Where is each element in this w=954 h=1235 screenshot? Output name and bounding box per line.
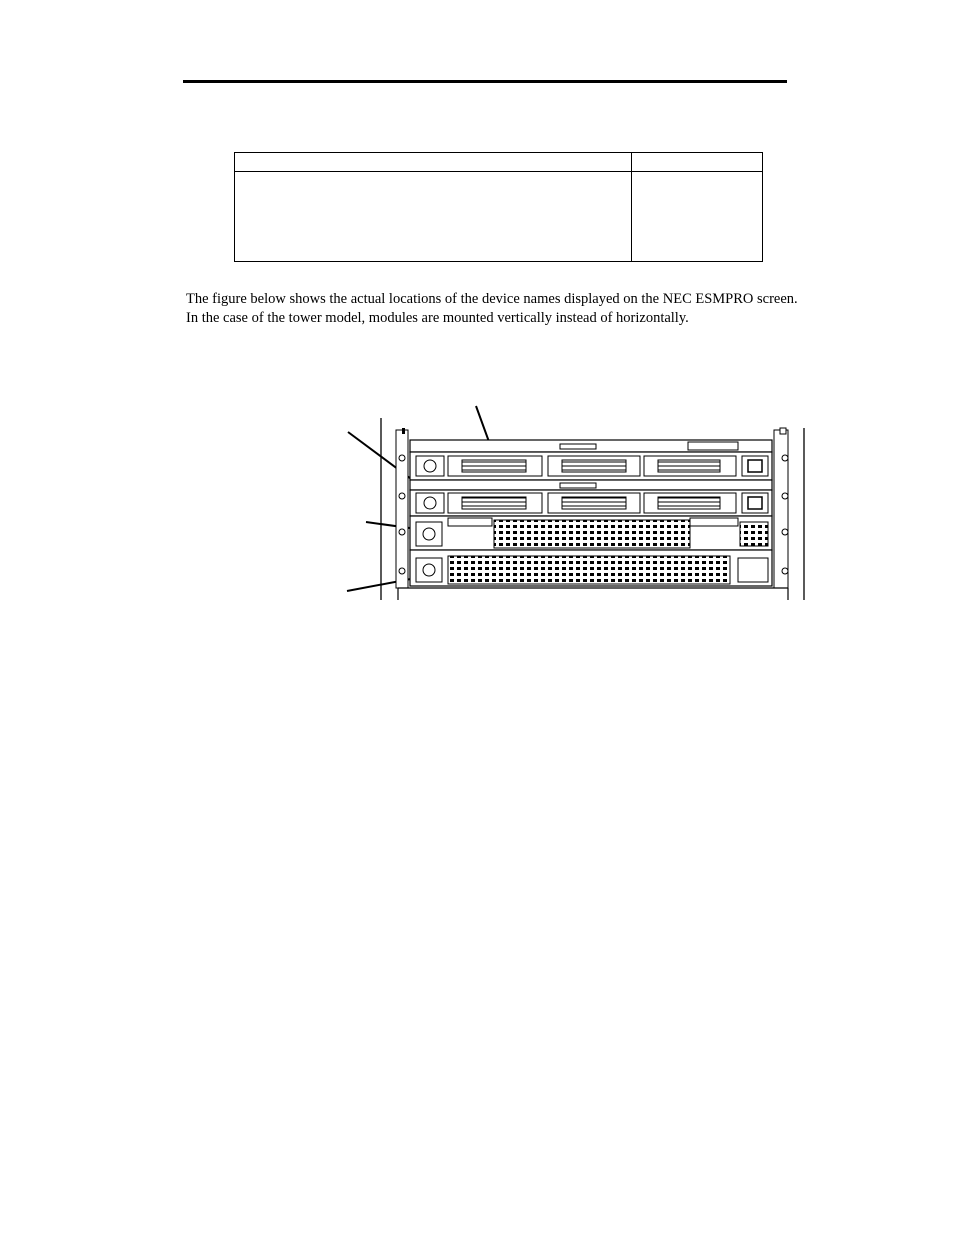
device-table [234,152,763,262]
table-header-row [235,153,762,172]
body-paragraph: The figure below shows the actual locations of the device names displayed on the NEC ESMPRO screen. In the case of the tower model, modules are mounted vertically instead of horizontally. [186,291,798,326]
server-rack-drawing [344,404,814,600]
server-rack-figure [344,404,814,600]
table-column-divider [631,153,632,261]
header-rule [183,80,787,83]
